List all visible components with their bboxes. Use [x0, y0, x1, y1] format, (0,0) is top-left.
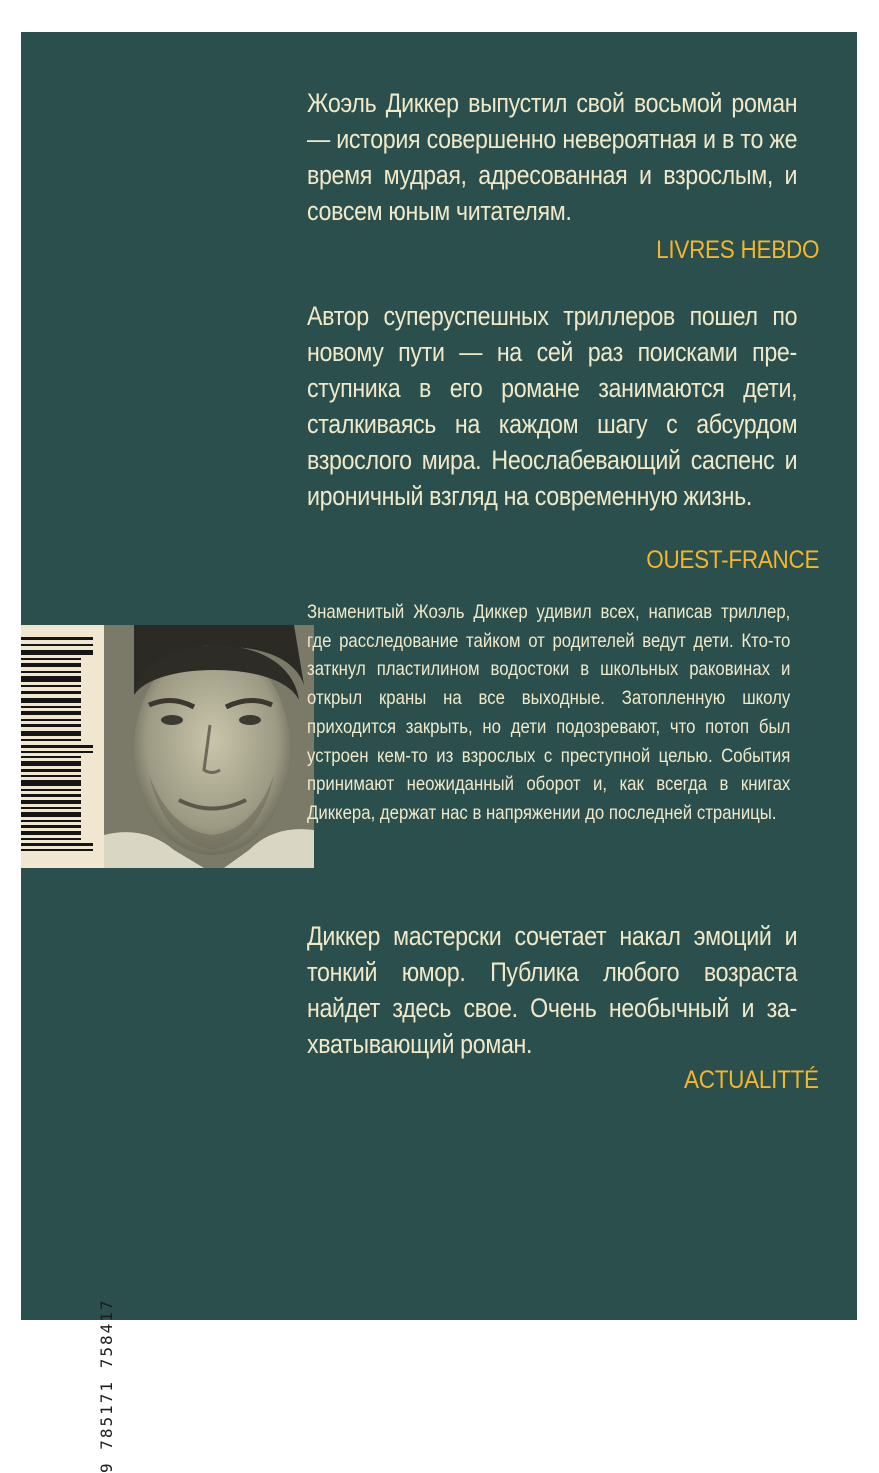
isbn-number: 9 785171 758417	[97, 1299, 116, 1473]
quote-3-text: Диккер мастерски сочетает накал эмоций и тонкий юмор. Публика любого возраста найдет здесь свое. Очень необычный и захватывающий роман.	[307, 918, 797, 1062]
quote-1-source: LIVRES HEBDO	[656, 236, 819, 265]
barcode-bars	[21, 625, 104, 868]
quote-3-source: ACTUALITTÉ	[684, 1066, 819, 1095]
quote-3	[307, 918, 797, 1062]
quote-1	[307, 85, 797, 229]
quote-1-text: Жоэль Диккер выпустил свой восьмой роман — история совершенно невероятная и в то же время мудрая, адресованная и взрослым, и совсем юным читателям.	[307, 85, 797, 229]
quote-2	[307, 298, 797, 514]
quote-2-source: OUEST-FRANCE	[646, 546, 819, 575]
author-photo	[104, 625, 314, 868]
author-portrait-image	[104, 625, 314, 868]
quote-2-text: Автор суперуспешных триллеров пошел по новому пути — на сей раз поисками преступника в его романе занимаются дети, сталкиваясь на каждом шагу с абсурдом взрослого мира. Неослабевающий саспенс и ироничный взгляд на современную жизнь.	[307, 298, 797, 514]
barcode	[21, 625, 104, 868]
book-blurb: Знаменитый Жоэль Диккер удивил всех, написав триллер, где расследование тайком от родителей ведут дети. Кто-то заткнул пластилином водостоки в школьных раковинах и открыл краны на все выходные. Затопленную школу приходится закрыть, но дети подозревают, что потоп был устроен кем-то из взрослых с преступной целью. События принимают неожиданный оборот и, как всегда в книгах Диккера, держат нас в напряжении до последней страницы.	[307, 598, 790, 828]
